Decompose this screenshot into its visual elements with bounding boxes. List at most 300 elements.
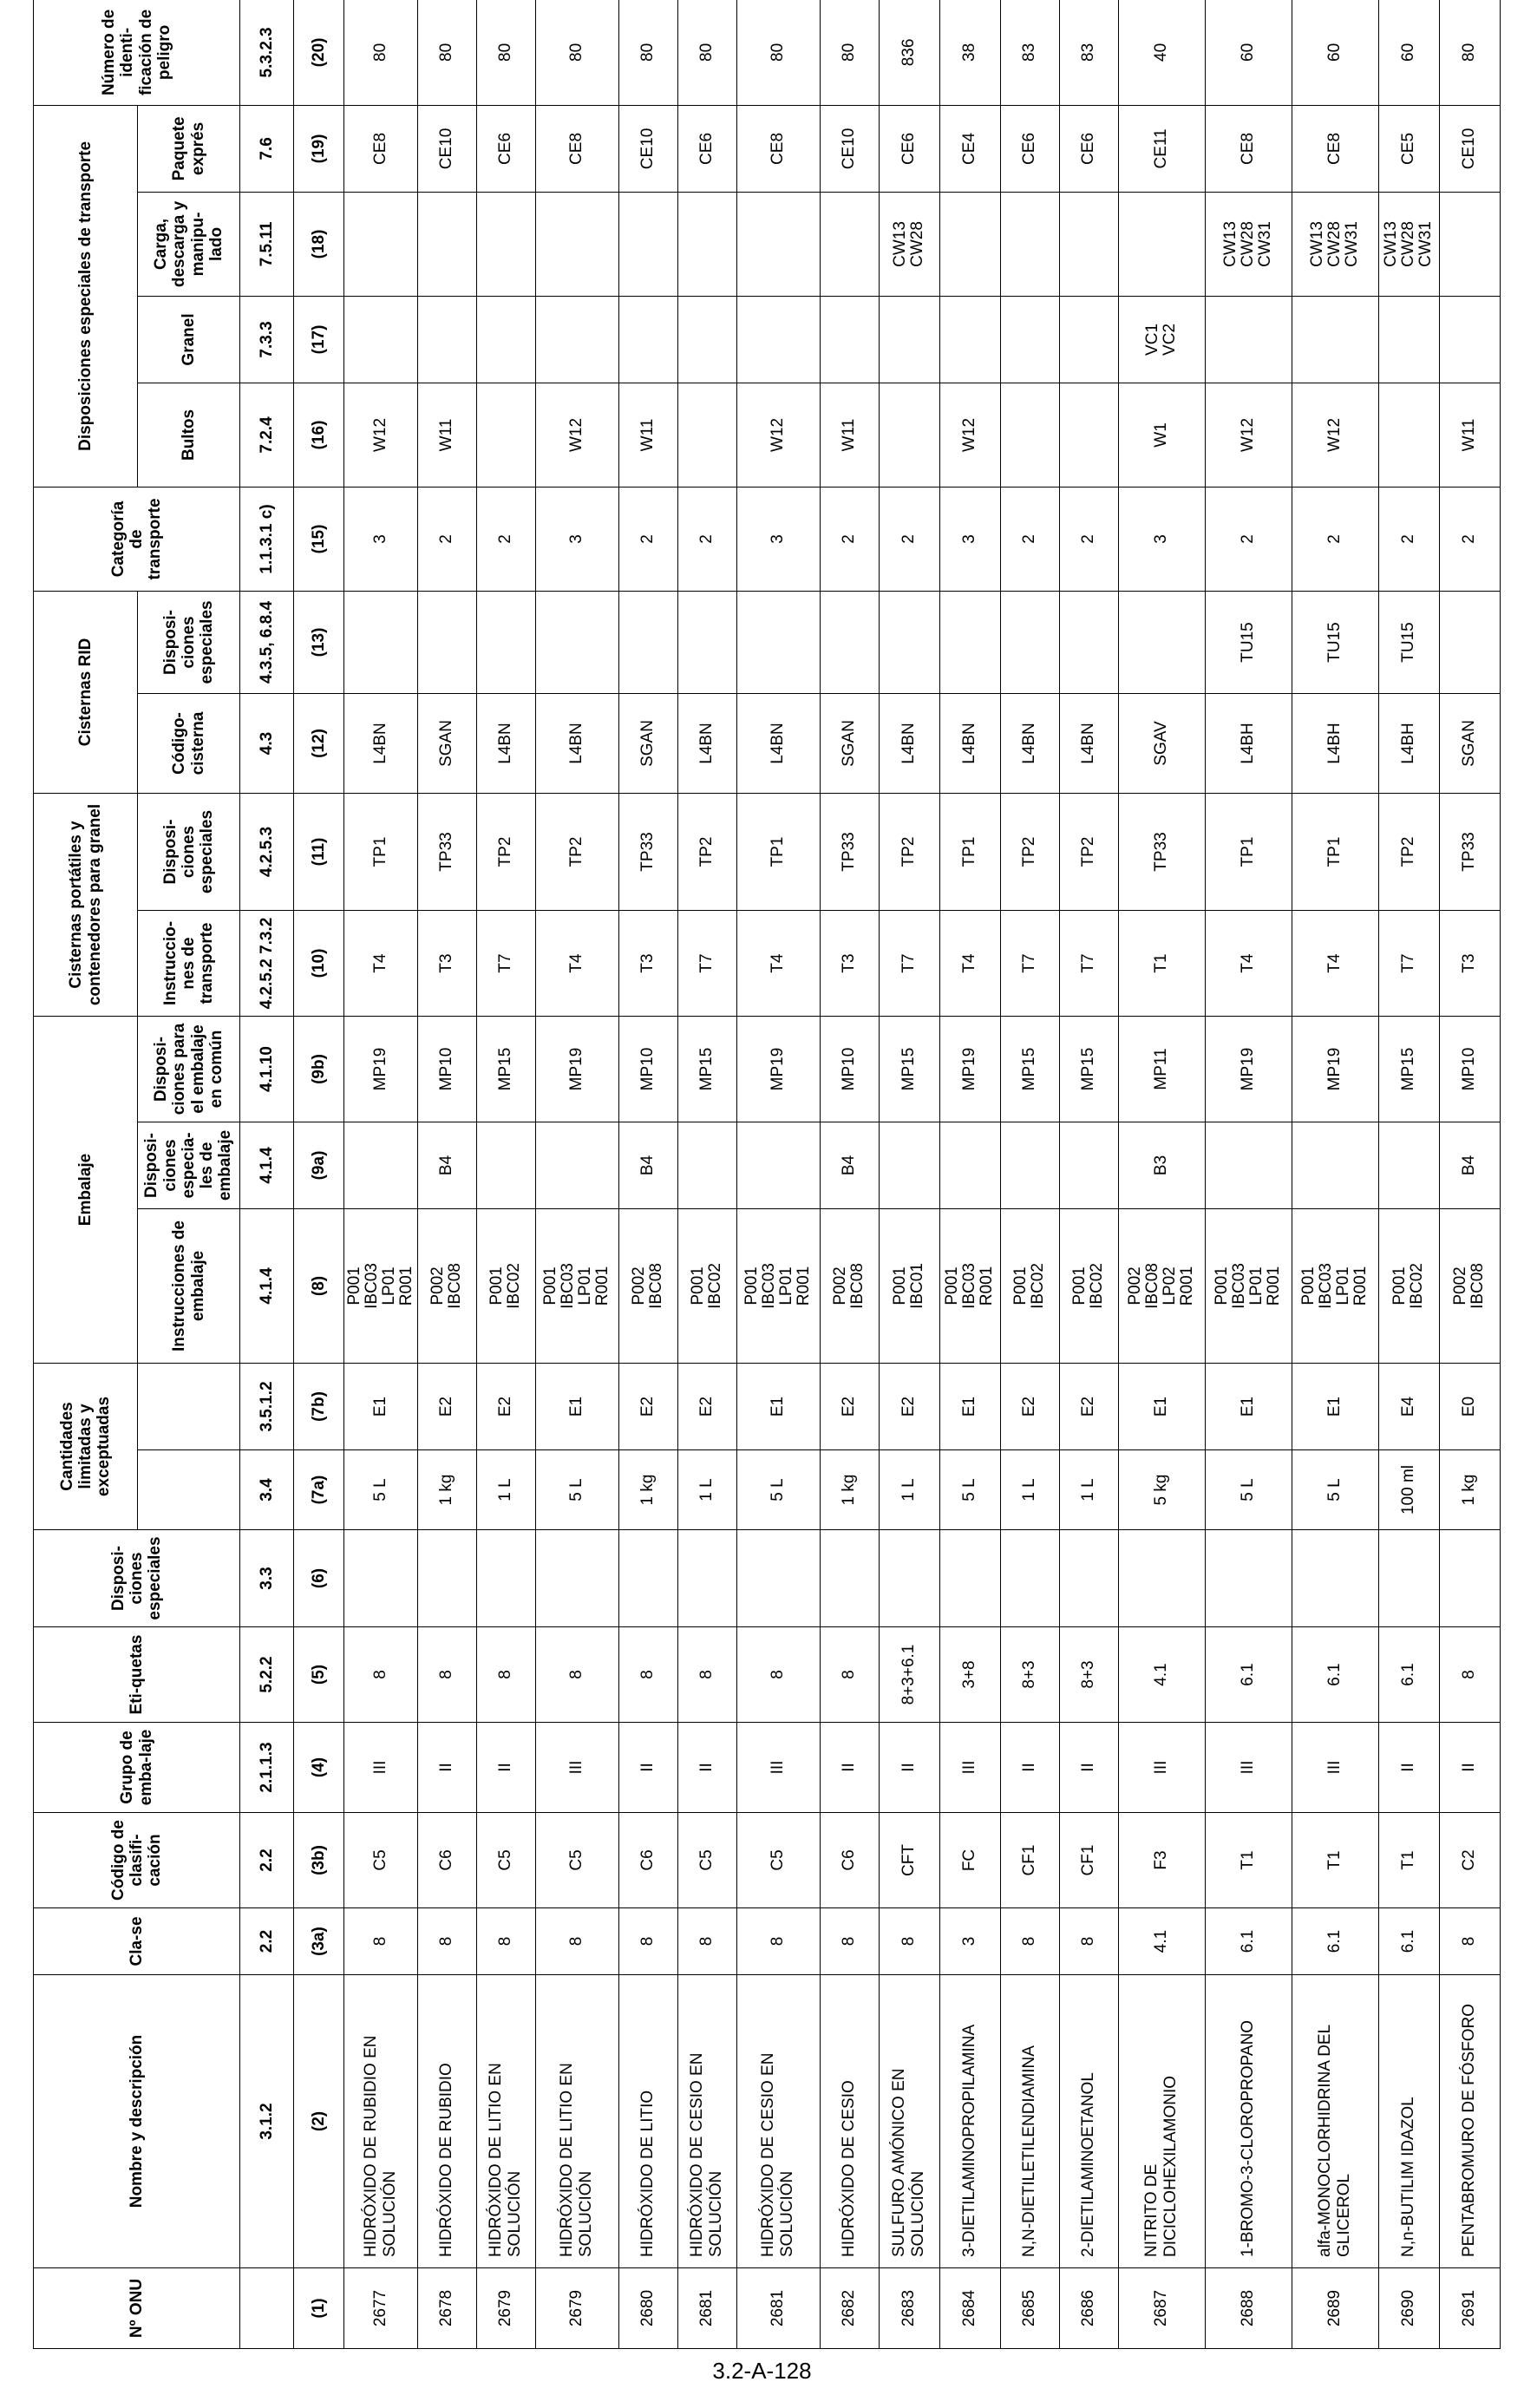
cell-tsp: TP2 xyxy=(1059,793,1118,910)
cell-ex: CE8 xyxy=(1292,105,1378,192)
cell-code: FC xyxy=(939,1813,1000,1908)
cell-name: N,n-BUTILIM IDAZOL xyxy=(1378,1975,1439,2268)
cell-ti: T3 xyxy=(1439,910,1500,1016)
cell-pg: II xyxy=(879,1723,939,1813)
cell-ti: T7 xyxy=(677,910,736,1016)
cell-eq: E2 xyxy=(820,1363,879,1449)
cell-lbl: 6.1 xyxy=(1292,1627,1378,1723)
cell-lbl: 8+3 xyxy=(1000,1627,1059,1723)
table-body xyxy=(344,0,1501,2349)
cell-ld xyxy=(476,192,535,296)
cell-ld xyxy=(939,192,1000,296)
cell-tsp: TP33 xyxy=(1439,793,1500,910)
rotated-table-page xyxy=(33,9,1490,2349)
table-row xyxy=(1059,0,1118,2349)
cell-ex: CE10 xyxy=(618,105,677,192)
cell-name: HIDRÓXIDO DE CESIO EN SOLUCIÓN xyxy=(736,1975,820,2268)
cell-cls: 8 xyxy=(476,1908,535,1975)
cell-bk xyxy=(618,296,677,383)
cell-eq: E1 xyxy=(1118,1363,1205,1449)
cell-cat: 2 xyxy=(1439,487,1500,591)
cell-mpp: MP19 xyxy=(1205,1016,1292,1122)
table-row xyxy=(618,0,677,2349)
cell-mpp: MP15 xyxy=(1000,1016,1059,1122)
cell-pi: P002 IBC08 xyxy=(417,1208,476,1363)
cell-cat: 2 xyxy=(1000,487,1059,591)
cell-ti: T4 xyxy=(535,910,618,1016)
cell-sp xyxy=(736,1530,820,1627)
cell-hz: 80 xyxy=(417,0,476,105)
reference-cell: 7.3.3 xyxy=(240,296,294,383)
cell-code: C5 xyxy=(535,1813,618,1908)
cell-tc: L4BN xyxy=(344,693,418,793)
cell-hz: 40 xyxy=(1118,0,1205,105)
cell-lbl: 8 xyxy=(417,1627,476,1723)
reference-cell: 2.2 xyxy=(240,1908,294,1975)
cell-pk xyxy=(1059,383,1118,487)
cell-lbl: 6.1 xyxy=(1205,1627,1292,1723)
cell-ti: T7 xyxy=(1000,910,1059,1016)
cell-un: 2685 xyxy=(1000,2268,1059,2349)
reference-cell: 5.2.2 xyxy=(240,1627,294,1723)
cell-sp xyxy=(1292,1530,1378,1627)
cell-mpp: MP19 xyxy=(1292,1016,1378,1122)
reference-cell: 7.6 xyxy=(240,105,294,192)
header-packaging: Embalaje xyxy=(34,1016,138,1363)
cell-spp xyxy=(1000,1122,1059,1208)
header-special-packing: Disposi-ciones especia-les de embalaje xyxy=(138,1122,240,1208)
cell-code: C6 xyxy=(820,1813,879,1908)
cell-ld xyxy=(820,192,879,296)
cell-name: 2-DIETILAMINOETANOL xyxy=(1059,1975,1118,2268)
cell-ti: T7 xyxy=(1378,910,1439,1016)
column-number-cell: (3a) xyxy=(294,1908,344,1975)
cell-pg: III xyxy=(1205,1723,1292,1813)
header-rid-special: Disposi-ciones especiales xyxy=(138,591,240,693)
cell-ti: T7 xyxy=(879,910,939,1016)
column-number-cell: (4) xyxy=(294,1723,344,1813)
cell-cls: 8 xyxy=(417,1908,476,1975)
cell-pk xyxy=(677,383,736,487)
cell-rsp xyxy=(535,591,618,693)
header-labels: Eti-quetas xyxy=(34,1627,240,1723)
cell-name: NITRITO DE DICICLOHEXILAMONIO xyxy=(1118,1975,1205,2268)
cell-lbl: 8 xyxy=(476,1627,535,1723)
cell-code: C6 xyxy=(618,1813,677,1908)
cell-pk: W12 xyxy=(1205,383,1292,487)
cell-ex: CE8 xyxy=(1205,105,1292,192)
table-row xyxy=(939,0,1000,2349)
cell-pi: P001 IBC02 xyxy=(677,1208,736,1363)
cell-name: HIDRÓXIDO DE LITIO EN SOLUCIÓN xyxy=(476,1975,535,2268)
cell-ti: T7 xyxy=(476,910,535,1016)
header-tank-instructions: Instruccio-nes de transporte xyxy=(138,910,240,1016)
cell-rsp xyxy=(1118,591,1205,693)
cell-bk xyxy=(1059,296,1118,383)
cell-tc: L4BN xyxy=(476,693,535,793)
cell-cls: 8 xyxy=(535,1908,618,1975)
cell-tc: L4BN xyxy=(736,693,820,793)
reference-row xyxy=(240,0,294,2349)
cell-lq: 5 L xyxy=(344,1450,418,1530)
cell-rsp xyxy=(344,591,418,693)
cell-mpp: MP11 xyxy=(1118,1016,1205,1122)
cell-ti: T3 xyxy=(820,910,879,1016)
cell-spp xyxy=(1378,1122,1439,1208)
cell-cls: 8 xyxy=(677,1908,736,1975)
cell-code: F3 xyxy=(1118,1813,1205,1908)
cell-bk xyxy=(535,296,618,383)
cell-lq: 100 ml xyxy=(1378,1450,1439,1530)
header-lq-blank xyxy=(138,1450,240,1530)
column-number-cell: (2) xyxy=(294,1975,344,2268)
cell-bk xyxy=(1205,296,1292,383)
cell-rsp: TU15 xyxy=(1378,591,1439,693)
cell-pk: W11 xyxy=(618,383,677,487)
cell-ld: CW13 CW28 xyxy=(879,192,939,296)
cell-tsp: TP2 xyxy=(1000,793,1059,910)
cell-lbl: 8 xyxy=(820,1627,879,1723)
cell-pk: W11 xyxy=(820,383,879,487)
cell-lbl: 8 xyxy=(535,1627,618,1723)
cell-lbl: 8 xyxy=(1439,1627,1500,1723)
cell-lq: 1 kg xyxy=(820,1450,879,1530)
header-tank-code: Código-cisterna xyxy=(138,693,240,793)
cell-eq: E2 xyxy=(417,1363,476,1449)
cell-tsp: TP33 xyxy=(820,793,879,910)
cell-sp xyxy=(879,1530,939,1627)
cell-lbl: 8+3+6.1 xyxy=(879,1627,939,1723)
cell-spp xyxy=(879,1122,939,1208)
cell-tc: L4BN xyxy=(535,693,618,793)
cell-tsp: TP1 xyxy=(939,793,1000,910)
cell-pi: P001 IBC03 LP01 R001 xyxy=(1292,1208,1378,1363)
cell-mpp: MP19 xyxy=(736,1016,820,1122)
reference-cell: 4.3.5, 6.8.4 xyxy=(240,591,294,693)
cell-mpp: MP15 xyxy=(1378,1016,1439,1122)
cell-mpp: MP15 xyxy=(879,1016,939,1122)
cell-rsp xyxy=(939,591,1000,693)
cell-pk: W12 xyxy=(1292,383,1378,487)
reference-cell: 2.1.1.3 xyxy=(240,1723,294,1813)
column-number-cell: (17) xyxy=(294,296,344,383)
cell-rsp xyxy=(677,591,736,693)
cell-un: 2681 xyxy=(677,2268,736,2349)
cell-name: SULFURO AMÓNICO EN SOLUCIÓN xyxy=(879,1975,939,2268)
cell-mpp: MP10 xyxy=(1439,1016,1500,1122)
cell-sp xyxy=(1000,1530,1059,1627)
header-class: Cla-se xyxy=(34,1908,240,1975)
cell-mpp: MP19 xyxy=(344,1016,418,1122)
cell-cat: 3 xyxy=(939,487,1000,591)
cell-name: N,N-DIETILETILENDIAMINA xyxy=(1000,1975,1059,2268)
column-number-cell: (9b) xyxy=(294,1016,344,1122)
cell-cls: 8 xyxy=(736,1908,820,1975)
cell-rsp xyxy=(618,591,677,693)
cell-tc: L4BN xyxy=(939,693,1000,793)
column-number-cell: (7b) xyxy=(294,1363,344,1449)
cell-sp xyxy=(820,1530,879,1627)
cell-ti: T4 xyxy=(1205,910,1292,1016)
reference-cell: 7.2.4 xyxy=(240,383,294,487)
cell-spp xyxy=(344,1122,418,1208)
cell-cat: 3 xyxy=(736,487,820,591)
cell-tc: L4BN xyxy=(1059,693,1118,793)
cell-eq: E2 xyxy=(879,1363,939,1449)
header-packing-instructions: Instrucciones de embalaje xyxy=(138,1208,240,1363)
header-limited-quantities: Cantidades limitadas y exceptuadas xyxy=(34,1363,138,1529)
cell-ld xyxy=(1000,192,1059,296)
table-row xyxy=(1205,0,1292,2349)
cell-cls: 8 xyxy=(879,1908,939,1975)
cell-un: 2691 xyxy=(1439,2268,1500,2349)
cell-hz: 836 xyxy=(879,0,939,105)
cell-pg: II xyxy=(1059,1723,1118,1813)
cell-spp xyxy=(736,1122,820,1208)
cell-tc: SGAN xyxy=(820,693,879,793)
cell-spp: B3 xyxy=(1118,1122,1205,1208)
cell-ex: CE4 xyxy=(939,105,1000,192)
header-rid-tanks: Cisternas RID xyxy=(34,591,138,793)
cell-hz: 80 xyxy=(677,0,736,105)
cell-name: HIDRÓXIDO DE CESIO xyxy=(820,1975,879,2268)
cell-ex: CE6 xyxy=(677,105,736,192)
cell-ex: CE8 xyxy=(736,105,820,192)
cell-lq: 1 L xyxy=(1059,1450,1118,1530)
cell-name: HIDRÓXIDO DE RUBIDIO EN SOLUCIÓN xyxy=(344,1975,418,2268)
cell-spp xyxy=(476,1122,535,1208)
cell-ld xyxy=(677,192,736,296)
cell-code: T1 xyxy=(1205,1813,1292,1908)
cell-name: HIDRÓXIDO DE LITIO xyxy=(618,1975,677,2268)
cell-cat: 2 xyxy=(618,487,677,591)
cell-ex: CE10 xyxy=(1439,105,1500,192)
cell-ex: CE6 xyxy=(1000,105,1059,192)
cell-pg: III xyxy=(736,1723,820,1813)
cell-ti: T4 xyxy=(939,910,1000,1016)
cell-sp xyxy=(344,1530,418,1627)
cell-pi: P002 IBC08 xyxy=(618,1208,677,1363)
reference-cell: 7.5.11 xyxy=(240,192,294,296)
cell-pk xyxy=(879,383,939,487)
cell-spp: B4 xyxy=(618,1122,677,1208)
cell-bk xyxy=(1292,296,1378,383)
cell-spp xyxy=(677,1122,736,1208)
reference-cell: 3.1.2 xyxy=(240,1975,294,2268)
table-row xyxy=(344,0,418,2349)
cell-hz: 83 xyxy=(1059,0,1118,105)
cell-ld xyxy=(618,192,677,296)
cell-un: 2680 xyxy=(618,2268,677,2349)
cell-cat: 3 xyxy=(344,487,418,591)
cell-rsp xyxy=(879,591,939,693)
cell-pk: W11 xyxy=(417,383,476,487)
header-loading: Carga, descarga y manipu-lado xyxy=(138,192,240,296)
cell-lq: 1 L xyxy=(476,1450,535,1530)
column-number-cell: (8) xyxy=(294,1208,344,1363)
cell-tsp: TP1 xyxy=(344,793,418,910)
cell-tsp: TP2 xyxy=(476,793,535,910)
table-row xyxy=(1118,0,1205,2349)
cell-cat: 2 xyxy=(1292,487,1378,591)
column-number-cell: (5) xyxy=(294,1627,344,1723)
header-hazard-number: Número de identi-ficación de peligro xyxy=(34,0,240,105)
cell-ld xyxy=(344,192,418,296)
column-number-cell: (19) xyxy=(294,105,344,192)
cell-rsp xyxy=(476,591,535,693)
cell-pi: P001 IBC02 xyxy=(476,1208,535,1363)
table-row xyxy=(1292,0,1378,2349)
cell-lq: 1 L xyxy=(677,1450,736,1530)
cell-lq: 5 L xyxy=(736,1450,820,1530)
header-un-no: Nº ONU xyxy=(34,2268,240,2349)
cell-pi: P002 IBC08 xyxy=(1439,1208,1500,1363)
cell-lbl: 8+3 xyxy=(1059,1627,1118,1723)
column-number-cell: (15) xyxy=(294,487,344,591)
cell-code: CF1 xyxy=(1059,1813,1118,1908)
cell-name: HIDRÓXIDO DE CESIO EN SOLUCIÓN xyxy=(677,1975,736,2268)
header-eq-blank xyxy=(138,1363,240,1449)
cell-spp: B4 xyxy=(417,1122,476,1208)
cell-ex: CE10 xyxy=(417,105,476,192)
cell-bk xyxy=(476,296,535,383)
cell-pg: II xyxy=(417,1723,476,1813)
cell-pk: W12 xyxy=(344,383,418,487)
table-row xyxy=(476,0,535,2349)
cell-code: C2 xyxy=(1439,1813,1500,1908)
cell-hz: 60 xyxy=(1205,0,1292,105)
cell-hz: 80 xyxy=(535,0,618,105)
cell-mpp: MP10 xyxy=(820,1016,879,1122)
cell-pg: II xyxy=(618,1723,677,1813)
cell-lq: 1 kg xyxy=(417,1450,476,1530)
reference-cell: 4.1.4 xyxy=(240,1208,294,1363)
table-row xyxy=(736,0,820,2349)
cell-rsp: TU15 xyxy=(1292,591,1378,693)
cell-tsp: TP33 xyxy=(1118,793,1205,910)
cell-hz: 60 xyxy=(1292,0,1378,105)
cell-un: 2678 xyxy=(417,2268,476,2349)
cell-cls: 8 xyxy=(344,1908,418,1975)
cell-mpp: MP19 xyxy=(939,1016,1000,1122)
cell-pi: P001 IBC03 LP01 R001 xyxy=(535,1208,618,1363)
cell-un: 2677 xyxy=(344,2268,418,2349)
reference-cell: 4.3 xyxy=(240,693,294,793)
cell-eq: E1 xyxy=(535,1363,618,1449)
cell-bk xyxy=(879,296,939,383)
reference-cell: 4.1.4 xyxy=(240,1122,294,1208)
cell-hz: 80 xyxy=(476,0,535,105)
cell-ex: CE11 xyxy=(1118,105,1205,192)
cell-bk xyxy=(344,296,418,383)
cell-code: C6 xyxy=(417,1813,476,1908)
cell-un: 2689 xyxy=(1292,2268,1378,2349)
cell-lq: 5 kg xyxy=(1118,1450,1205,1530)
reference-cell: 3.4 xyxy=(240,1450,294,1530)
cell-cat: 2 xyxy=(476,487,535,591)
cell-lbl: 6.1 xyxy=(1378,1627,1439,1723)
header-express: Paquete exprés xyxy=(138,105,240,192)
cell-pg: II xyxy=(1000,1723,1059,1813)
cell-un: 2686 xyxy=(1059,2268,1118,2349)
cell-ex: CE8 xyxy=(535,105,618,192)
cell-eq: E1 xyxy=(1292,1363,1378,1449)
cell-name: HIDRÓXIDO DE RUBIDIO xyxy=(417,1975,476,2268)
cell-lq: 5 L xyxy=(1292,1450,1378,1530)
cell-pg: III xyxy=(1118,1723,1205,1813)
cell-lq: 5 L xyxy=(939,1450,1000,1530)
cell-un: 2687 xyxy=(1118,2268,1205,2349)
table-row xyxy=(1000,0,1059,2349)
cell-tc: L4BH xyxy=(1292,693,1378,793)
cell-ld xyxy=(535,192,618,296)
cell-spp xyxy=(939,1122,1000,1208)
reference-cell: 4.2.5.3 xyxy=(240,793,294,910)
reference-cell: 4.1.10 xyxy=(240,1016,294,1122)
cell-pg: III xyxy=(535,1723,618,1813)
cell-lq: 1 kg xyxy=(618,1450,677,1530)
cell-lq: 5 L xyxy=(1205,1450,1292,1530)
cell-bk: VC1 VC2 xyxy=(1118,296,1205,383)
cell-sp xyxy=(1059,1530,1118,1627)
cell-cat: 2 xyxy=(1059,487,1118,591)
cell-un: 2682 xyxy=(820,2268,879,2349)
cell-pi: P002 IBC08 xyxy=(820,1208,879,1363)
cell-name: HIDRÓXIDO DE LITIO EN SOLUCIÓN xyxy=(535,1975,618,2268)
cell-mpp: MP15 xyxy=(476,1016,535,1122)
cell-code: T1 xyxy=(1292,1813,1378,1908)
cell-tc: L4BH xyxy=(1378,693,1439,793)
cell-eq: E0 xyxy=(1439,1363,1500,1449)
cell-spp xyxy=(1205,1122,1292,1208)
table-row xyxy=(535,0,618,2349)
cell-pk xyxy=(1378,383,1439,487)
reference-cell: 5.3.2.3 xyxy=(240,0,294,105)
cell-ex: CE6 xyxy=(879,105,939,192)
header-tank-special: Disposi-ciones especiales xyxy=(138,793,240,910)
header-special-provisions: Disposi-ciones especiales xyxy=(34,1530,240,1627)
cell-name: PENTABROMURO DE FÓSFORO xyxy=(1439,1975,1500,2268)
cell-spp: B4 xyxy=(820,1122,879,1208)
cell-tsp: TP1 xyxy=(1292,793,1378,910)
cell-bk xyxy=(939,296,1000,383)
cell-rsp xyxy=(1439,591,1500,693)
cell-ld: CW13 CW28 CW31 xyxy=(1292,192,1378,296)
cell-lbl: 4.1 xyxy=(1118,1627,1205,1723)
cell-tc: L4BN xyxy=(879,693,939,793)
cell-pk: W12 xyxy=(939,383,1000,487)
cell-pg: II xyxy=(1378,1723,1439,1813)
cell-pi: P001 IBC01 xyxy=(879,1208,939,1363)
cell-bk xyxy=(820,296,879,383)
cell-pk: W12 xyxy=(535,383,618,487)
cell-pg: II xyxy=(820,1723,879,1813)
cell-ti: T7 xyxy=(1059,910,1118,1016)
cell-cls: 8 xyxy=(820,1908,879,1975)
cell-code: C5 xyxy=(677,1813,736,1908)
cell-ex: CE10 xyxy=(820,105,879,192)
cell-pg: III xyxy=(1292,1723,1378,1813)
cell-pk: W1 xyxy=(1118,383,1205,487)
cell-un: 2684 xyxy=(939,2268,1000,2349)
cell-un: 2681 xyxy=(736,2268,820,2349)
cell-pk xyxy=(1000,383,1059,487)
cell-tsp: TP33 xyxy=(417,793,476,910)
cell-pi: P002 IBC08 LP02 R001 xyxy=(1118,1208,1205,1363)
cell-sp xyxy=(476,1530,535,1627)
cell-eq: E2 xyxy=(476,1363,535,1449)
cell-rsp xyxy=(1000,591,1059,693)
